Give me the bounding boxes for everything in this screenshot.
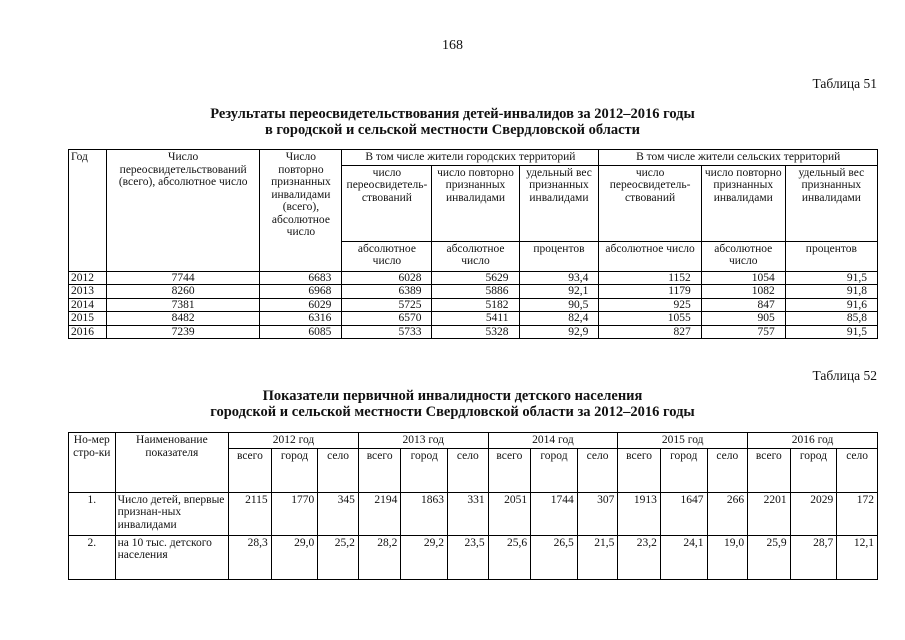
cell-value: 6085 (260, 325, 342, 339)
table-51-title-line-2: в городской и сельской местности Свердловской области (264, 122, 641, 138)
header-unit: абсолютное число (599, 241, 701, 271)
table-52 (68, 432, 878, 580)
cell-value: 29,0 (271, 535, 318, 579)
cell-value: 331 (448, 492, 489, 535)
cell-value: 1744 (531, 492, 578, 535)
cell-value: 847 (701, 298, 785, 312)
cell-value: 6968 (260, 285, 342, 299)
header-sub: город (271, 448, 318, 492)
header-sub: город (401, 448, 448, 492)
cell-value: 1152 (599, 271, 701, 285)
cell-value: 91,5 (785, 325, 877, 339)
cell-value: 6570 (342, 312, 432, 326)
header-sub: всего (618, 448, 661, 492)
header-year: 2014 год (488, 433, 618, 449)
header-rural-count: число переосвидетель-ствований (599, 165, 701, 241)
header-year: 2016 год (748, 433, 878, 449)
cell-value: 1913 (618, 492, 661, 535)
cell-value: 21,5 (577, 535, 618, 579)
header-year: 2013 год (358, 433, 488, 449)
cell-value: 25,2 (318, 535, 359, 579)
header-urban-group: В том числе жители городских территорий (342, 150, 599, 166)
table-51 (68, 149, 878, 339)
header-unit: процентов (519, 241, 599, 271)
header-sub: село (577, 448, 618, 492)
cell-value: 85,8 (785, 312, 877, 326)
cell-year: 2012 (69, 271, 107, 285)
table-52-title-line-1: Показатели первичной инвалидности детского населения (262, 388, 643, 404)
header-sub: село (318, 448, 359, 492)
cell-value: 1055 (599, 312, 701, 326)
header-year: 2015 год (618, 433, 748, 449)
table-row (69, 492, 878, 535)
cell-year: 2013 (69, 285, 107, 299)
header-year: 2012 год (229, 433, 359, 449)
header-rural-group: В том числе жители сельских территорий (599, 150, 878, 166)
table-row (69, 285, 878, 299)
header-indicator-name: Наименование показателя (115, 433, 229, 493)
cell-value: 6028 (342, 271, 432, 285)
cell-year: 2016 (69, 325, 107, 339)
cell-value: 12,1 (837, 535, 878, 579)
cell-value: 1863 (401, 492, 448, 535)
cell-value: 345 (318, 492, 359, 535)
cell-value: 29,2 (401, 535, 448, 579)
cell-value: 2201 (748, 492, 791, 535)
header-total: Число переосвидетельствований (всего), абсолютное число (106, 150, 260, 272)
cell-value: 5411 (432, 312, 519, 326)
header-unit: абсолютное число (432, 241, 519, 271)
cell-value: 5328 (432, 325, 519, 339)
cell-row-number: 1. (69, 492, 116, 535)
header-sub: город (531, 448, 578, 492)
cell-value: 24,1 (660, 535, 707, 579)
cell-value: 2051 (488, 492, 531, 535)
cell-value: 92,9 (519, 325, 599, 339)
table-row (69, 535, 878, 579)
cell-value: 1054 (701, 271, 785, 285)
cell-value: 1770 (271, 492, 318, 535)
cell-value: 1647 (660, 492, 707, 535)
cell-value: 6389 (342, 285, 432, 299)
cell-value: 6683 (260, 271, 342, 285)
header-sub: город (660, 448, 707, 492)
header-urban-count: число переосвидетель-ствований (342, 165, 432, 241)
cell-value: 1082 (701, 285, 785, 299)
cell-value: 2194 (358, 492, 401, 535)
header-sub: всего (748, 448, 791, 492)
header-sub: всего (488, 448, 531, 492)
table-52-label: Таблица 52 (812, 368, 877, 383)
cell-value: 1179 (599, 285, 701, 299)
cell-value: 25,9 (748, 535, 791, 579)
cell-value: 5733 (342, 325, 432, 339)
header-unit: абсолютное число (342, 241, 432, 271)
header-sub: всего (358, 448, 401, 492)
page-number: 168 (442, 38, 463, 53)
cell-value: 757 (701, 325, 785, 339)
cell-value: 7239 (106, 325, 260, 339)
cell-value: 28,3 (229, 535, 272, 579)
cell-value: 91,6 (785, 298, 877, 312)
cell-value: 92,1 (519, 285, 599, 299)
header-urban-repeat: число повторно признанных инвалидами (432, 165, 519, 241)
cell-value: 93,4 (519, 271, 599, 285)
cell-value: 5725 (342, 298, 432, 312)
header-row-number: Но-мер стро-ки (69, 433, 116, 493)
cell-indicator-name: Число детей, впервые признан-ных инвалидами (115, 492, 229, 535)
table-row (69, 312, 878, 326)
cell-value: 91,8 (785, 285, 877, 299)
header-unit: абсолютное число (701, 241, 785, 271)
header-sub: село (707, 448, 748, 492)
cell-value: 7381 (106, 298, 260, 312)
table-row (69, 298, 878, 312)
cell-value: 8482 (106, 312, 260, 326)
header-repeat: Число повторно признанных инвалидами (всего), абсолютное число (260, 150, 342, 272)
cell-value: 82,4 (519, 312, 599, 326)
cell-value: 172 (837, 492, 878, 535)
cell-value: 19,0 (707, 535, 748, 579)
header-unit: процентов (785, 241, 877, 271)
cell-value: 90,5 (519, 298, 599, 312)
cell-value: 2029 (790, 492, 837, 535)
table-52-title-line-2: городской и сельской местности Свердловской области за 2012–2016 годы (210, 404, 695, 420)
header-sub: всего (229, 448, 272, 492)
cell-value: 26,5 (531, 535, 578, 579)
header-urban-share: удельный вес признанных инвалидами (519, 165, 599, 241)
cell-value: 6316 (260, 312, 342, 326)
header-rural-repeat: число повторно признанных инвалидами (701, 165, 785, 241)
cell-value: 307 (577, 492, 618, 535)
cell-value: 5886 (432, 285, 519, 299)
cell-indicator-name: на 10 тыс. детского населения (115, 535, 229, 579)
cell-value: 8260 (106, 285, 260, 299)
cell-row-number: 2. (69, 535, 116, 579)
cell-value: 23,2 (618, 535, 661, 579)
cell-value: 827 (599, 325, 701, 339)
cell-value: 28,7 (790, 535, 837, 579)
table-row (69, 325, 878, 339)
cell-year: 2014 (69, 298, 107, 312)
cell-value: 91,5 (785, 271, 877, 285)
cell-value: 2115 (229, 492, 272, 535)
cell-value: 28,2 (358, 535, 401, 579)
table-51-title-line-1: Результаты переосвидетельствования детей-инвалидов за 2012–2016 годы (210, 106, 695, 122)
header-year: Год (69, 150, 107, 272)
cell-year: 2015 (69, 312, 107, 326)
cell-value: 5182 (432, 298, 519, 312)
header-sub: город (790, 448, 837, 492)
cell-value: 266 (707, 492, 748, 535)
cell-value: 6029 (260, 298, 342, 312)
header-sub: село (837, 448, 878, 492)
cell-value: 7744 (106, 271, 260, 285)
cell-value: 23,5 (448, 535, 489, 579)
table-row (69, 271, 878, 285)
cell-value: 25,6 (488, 535, 531, 579)
cell-value: 5629 (432, 271, 519, 285)
cell-value: 905 (701, 312, 785, 326)
cell-value: 925 (599, 298, 701, 312)
table-51-label: Таблица 51 (812, 76, 877, 91)
header-sub: село (448, 448, 489, 492)
header-rural-share: удельный вес признанных инвалидами (785, 165, 877, 241)
